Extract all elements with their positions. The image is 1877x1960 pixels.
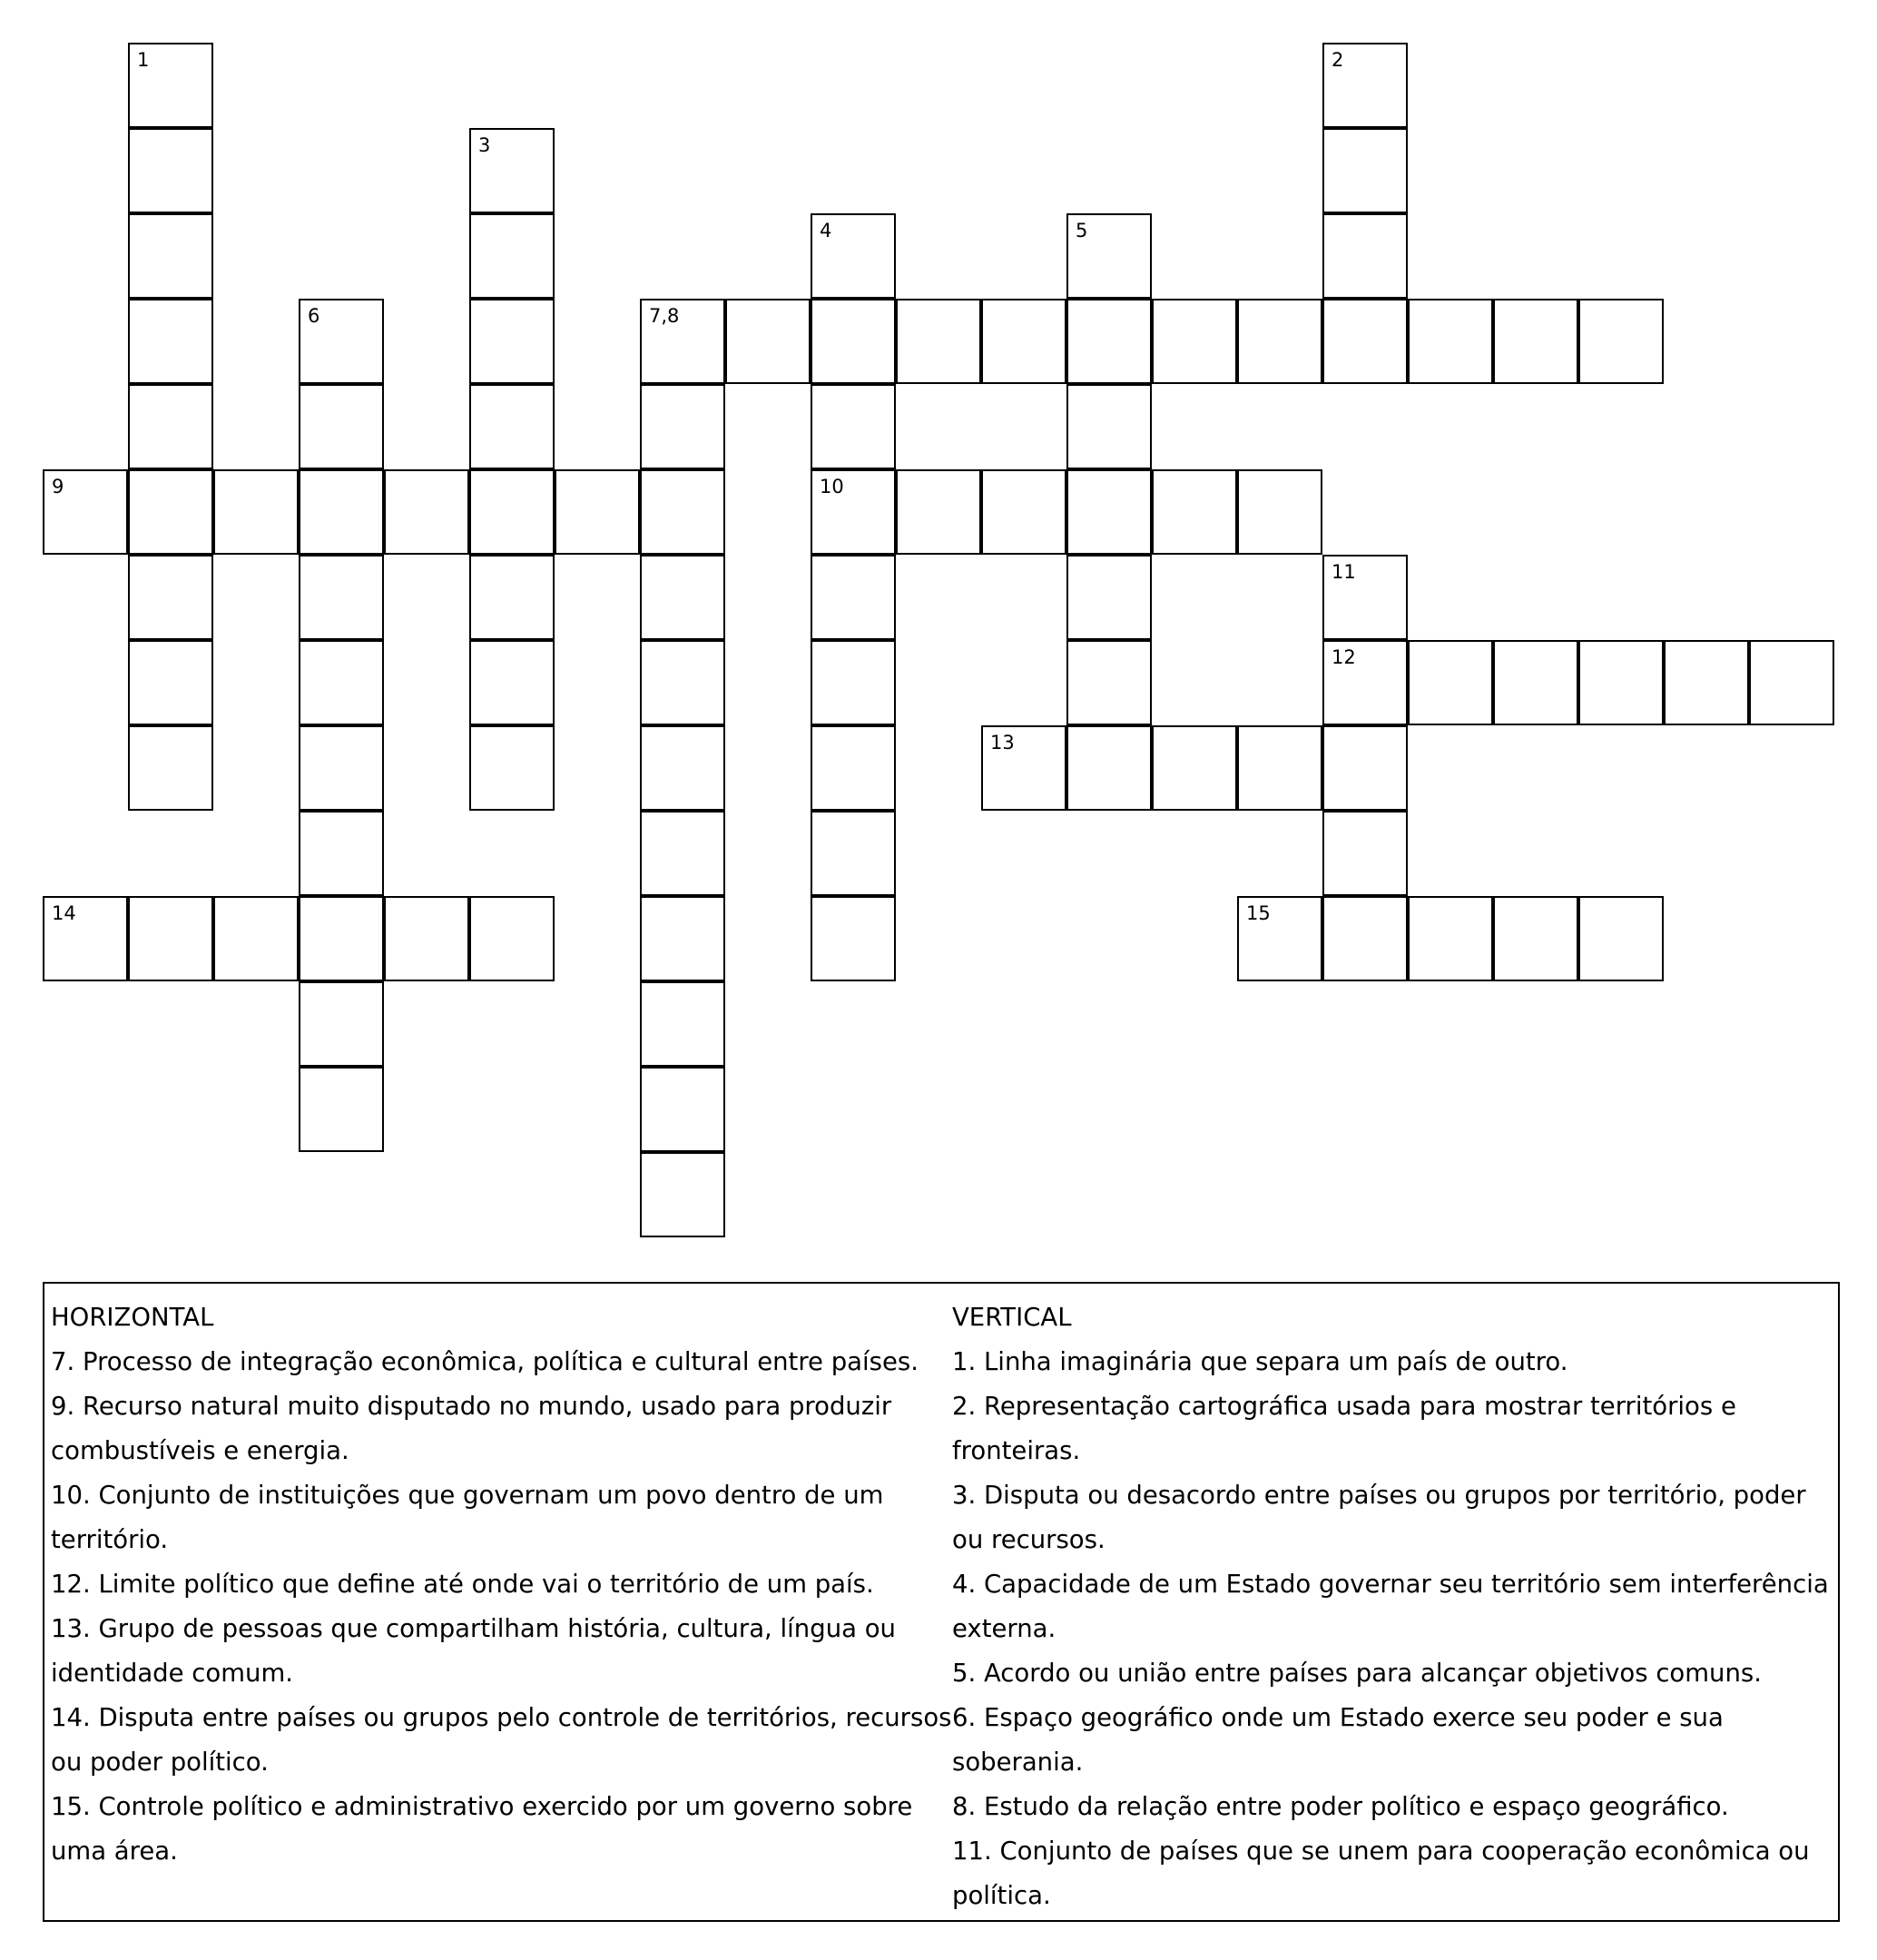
crossword-cell[interactable] <box>128 469 213 555</box>
crossword-cell[interactable] <box>469 213 555 299</box>
clue-number: 15 <box>1246 902 1271 924</box>
clue-number: 12 <box>1332 646 1356 668</box>
crossword-cell[interactable] <box>640 725 725 811</box>
crossword-cell[interactable] <box>811 555 896 640</box>
crossword-cell[interactable] <box>640 469 725 555</box>
crossword-cell[interactable] <box>1493 640 1578 725</box>
crossword-cell[interactable] <box>384 469 469 555</box>
crossword-cell[interactable] <box>1322 725 1408 811</box>
crossword-cell[interactable] <box>1322 811 1408 896</box>
crossword-cell[interactable] <box>469 896 555 981</box>
crossword-cell[interactable] <box>128 555 213 640</box>
crossword-cell[interactable] <box>811 469 896 555</box>
crossword-cell[interactable] <box>1578 640 1664 725</box>
horizontal-clue-14: 14. Disputa entre países ou grupos pelo controle de territórios, recursos ou poder político. <box>51 1703 952 1777</box>
horizontal-clue-10: 10. Conjunto de instituições que governam um povo dentro de um território. <box>51 1481 884 1554</box>
crossword-cell[interactable] <box>640 1152 725 1237</box>
crossword-cell[interactable] <box>811 725 896 811</box>
crossword-cell[interactable] <box>1493 299 1578 384</box>
horizontal-clues-title: HORIZONTAL <box>51 1303 214 1332</box>
crossword-cell[interactable] <box>1322 128 1408 213</box>
crossword-cell[interactable] <box>299 469 384 555</box>
crossword-cell[interactable] <box>299 725 384 811</box>
crossword-cell[interactable] <box>1322 555 1408 640</box>
crossword-cell[interactable] <box>128 640 213 725</box>
crossword-cell[interactable] <box>1322 43 1408 128</box>
crossword-cell[interactable] <box>299 981 384 1067</box>
crossword-cell[interactable] <box>1152 725 1237 811</box>
crossword-cell[interactable] <box>299 1067 384 1152</box>
crossword-cell[interactable] <box>299 555 384 640</box>
crossword-cell[interactable] <box>384 896 469 981</box>
crossword-cell[interactable] <box>1237 299 1322 384</box>
crossword-cell[interactable] <box>469 725 555 811</box>
crossword-cell[interactable] <box>299 896 384 981</box>
crossword-cell[interactable] <box>1322 299 1408 384</box>
clue-number: 4 <box>820 220 832 241</box>
crossword-cell[interactable] <box>299 640 384 725</box>
clue-number: 9 <box>52 476 64 497</box>
clue-number: 2 <box>1332 49 1344 71</box>
crossword-cell[interactable] <box>640 555 725 640</box>
horizontal-clue-7: 7. Processo de integração econômica, política e cultural entre países. <box>51 1347 919 1376</box>
crossword-cell[interactable] <box>640 299 725 384</box>
vertical-clue-5: 5. Acordo ou união entre países para alcançar objetivos comuns. <box>952 1659 1762 1688</box>
vertical-clue-11: 11. Conjunto de países que se unem para cooperação econômica ou política. <box>952 1837 1810 1910</box>
vertical-clue-3: 3. Disputa ou desacordo entre países ou grupos por território, poder ou recursos. <box>952 1481 1806 1554</box>
crossword-cell[interactable] <box>1066 384 1152 469</box>
clue-number: 14 <box>52 902 76 924</box>
crossword-cell[interactable] <box>128 384 213 469</box>
crossword-cell[interactable] <box>640 1067 725 1152</box>
crossword-cell[interactable] <box>896 299 981 384</box>
crossword-cell[interactable] <box>1066 299 1152 384</box>
crossword-cell[interactable] <box>128 896 213 981</box>
crossword-cell[interactable] <box>299 384 384 469</box>
crossword-cell[interactable] <box>811 384 896 469</box>
vertical-clue-2: 2. Representação cartográfica usada para mostrar territórios e fronteiras. <box>952 1392 1736 1465</box>
crossword-cell[interactable] <box>640 640 725 725</box>
horizontal-clue-12: 12. Limite político que define até onde vai o território de um país. <box>51 1570 874 1599</box>
crossword-cell[interactable] <box>1664 640 1749 725</box>
crossword-cell[interactable] <box>469 128 555 213</box>
crossword-cell[interactable] <box>1066 640 1152 725</box>
crossword-cell[interactable] <box>555 469 640 555</box>
crossword-cell[interactable] <box>1322 896 1408 981</box>
crossword-cell[interactable] <box>811 896 896 981</box>
crossword-cell[interactable] <box>1408 640 1493 725</box>
crossword-cell[interactable] <box>640 981 725 1067</box>
horizontal-clue-9: 9. Recurso natural muito disputado no mundo, usado para produzir combustíveis e energia. <box>51 1392 892 1465</box>
crossword-cell[interactable] <box>1408 896 1493 981</box>
horizontal-clue-15: 15. Controle político e administrativo exercido por um governo sobre uma área. <box>51 1792 913 1866</box>
clue-number: 7,8 <box>649 305 680 327</box>
crossword-cell[interactable] <box>1578 299 1664 384</box>
clue-number: 5 <box>1076 220 1088 241</box>
crossword-cell[interactable] <box>213 896 299 981</box>
crossword-cell[interactable] <box>1152 469 1237 555</box>
clue-number: 11 <box>1332 561 1356 583</box>
vertical-clue-4: 4. Capacidade de um Estado governar seu território sem interferência externa. <box>952 1570 1829 1643</box>
clue-number: 13 <box>990 732 1015 753</box>
crossword-cell[interactable] <box>1066 213 1152 299</box>
vertical-clue-6: 6. Espaço geográfico onde um Estado exerce seu poder e sua soberania. <box>952 1703 1724 1777</box>
vertical-clues-column <box>952 1295 1837 1918</box>
crossword-cell[interactable] <box>1749 640 1834 725</box>
clue-number: 10 <box>820 476 844 497</box>
vertical-clue-8: 8. Estudo da relação entre poder político e espaço geográfico. <box>952 1792 1729 1821</box>
crossword-cell[interactable] <box>299 299 384 384</box>
crossword-cell[interactable] <box>640 896 725 981</box>
horizontal-clues-column <box>51 1295 958 1874</box>
clue-number: 6 <box>308 305 320 327</box>
horizontal-clue-13: 13. Grupo de pessoas que compartilham história, cultura, língua ou identidade comum. <box>51 1614 896 1688</box>
crossword-cell[interactable] <box>128 299 213 384</box>
crossword-cell[interactable] <box>1066 469 1152 555</box>
crossword-cell[interactable] <box>128 43 213 128</box>
crossword-cell[interactable] <box>1237 469 1322 555</box>
vertical-clues-title: VERTICAL <box>952 1303 1072 1332</box>
crossword-cell[interactable] <box>128 213 213 299</box>
crossword-cell[interactable] <box>725 299 811 384</box>
crossword-cell[interactable] <box>1578 896 1664 981</box>
crossword-cell[interactable] <box>1408 299 1493 384</box>
crossword-cell[interactable] <box>43 896 128 981</box>
crossword-cell[interactable] <box>981 469 1066 555</box>
crossword-cell[interactable] <box>128 725 213 811</box>
crossword-cell[interactable] <box>299 811 384 896</box>
crossword-cell[interactable] <box>1066 555 1152 640</box>
crossword-cell[interactable] <box>469 469 555 555</box>
crossword-cell[interactable] <box>1322 213 1408 299</box>
crossword-cell[interactable] <box>1152 299 1237 384</box>
crossword-cell[interactable] <box>811 213 896 299</box>
crossword-cell[interactable] <box>1237 725 1322 811</box>
crossword-cell[interactable] <box>1322 640 1408 725</box>
crossword-cell[interactable] <box>811 640 896 725</box>
clue-number: 1 <box>137 49 150 71</box>
crossword-cell[interactable] <box>1237 896 1322 981</box>
crossword-cell[interactable] <box>1493 896 1578 981</box>
crossword-cell[interactable] <box>896 469 981 555</box>
crossword-cell[interactable] <box>469 555 555 640</box>
crossword-cell[interactable] <box>811 299 896 384</box>
crossword-cell[interactable] <box>640 384 725 469</box>
crossword-cell[interactable] <box>811 811 896 896</box>
crossword-cell[interactable] <box>640 811 725 896</box>
crossword-cell[interactable] <box>1066 725 1152 811</box>
crossword-cell[interactable] <box>43 469 128 555</box>
vertical-clue-1: 1. Linha imaginária que separa um país de outro. <box>952 1347 1568 1376</box>
crossword-cell[interactable] <box>469 640 555 725</box>
clue-number: 3 <box>478 134 491 156</box>
crossword-cell[interactable] <box>469 384 555 469</box>
crossword-cell[interactable] <box>128 128 213 213</box>
crossword-cell[interactable] <box>469 299 555 384</box>
clues-box <box>43 1282 1840 1922</box>
crossword-cell[interactable] <box>981 725 1066 811</box>
crossword-cell[interactable] <box>981 299 1066 384</box>
crossword-cell[interactable] <box>213 469 299 555</box>
